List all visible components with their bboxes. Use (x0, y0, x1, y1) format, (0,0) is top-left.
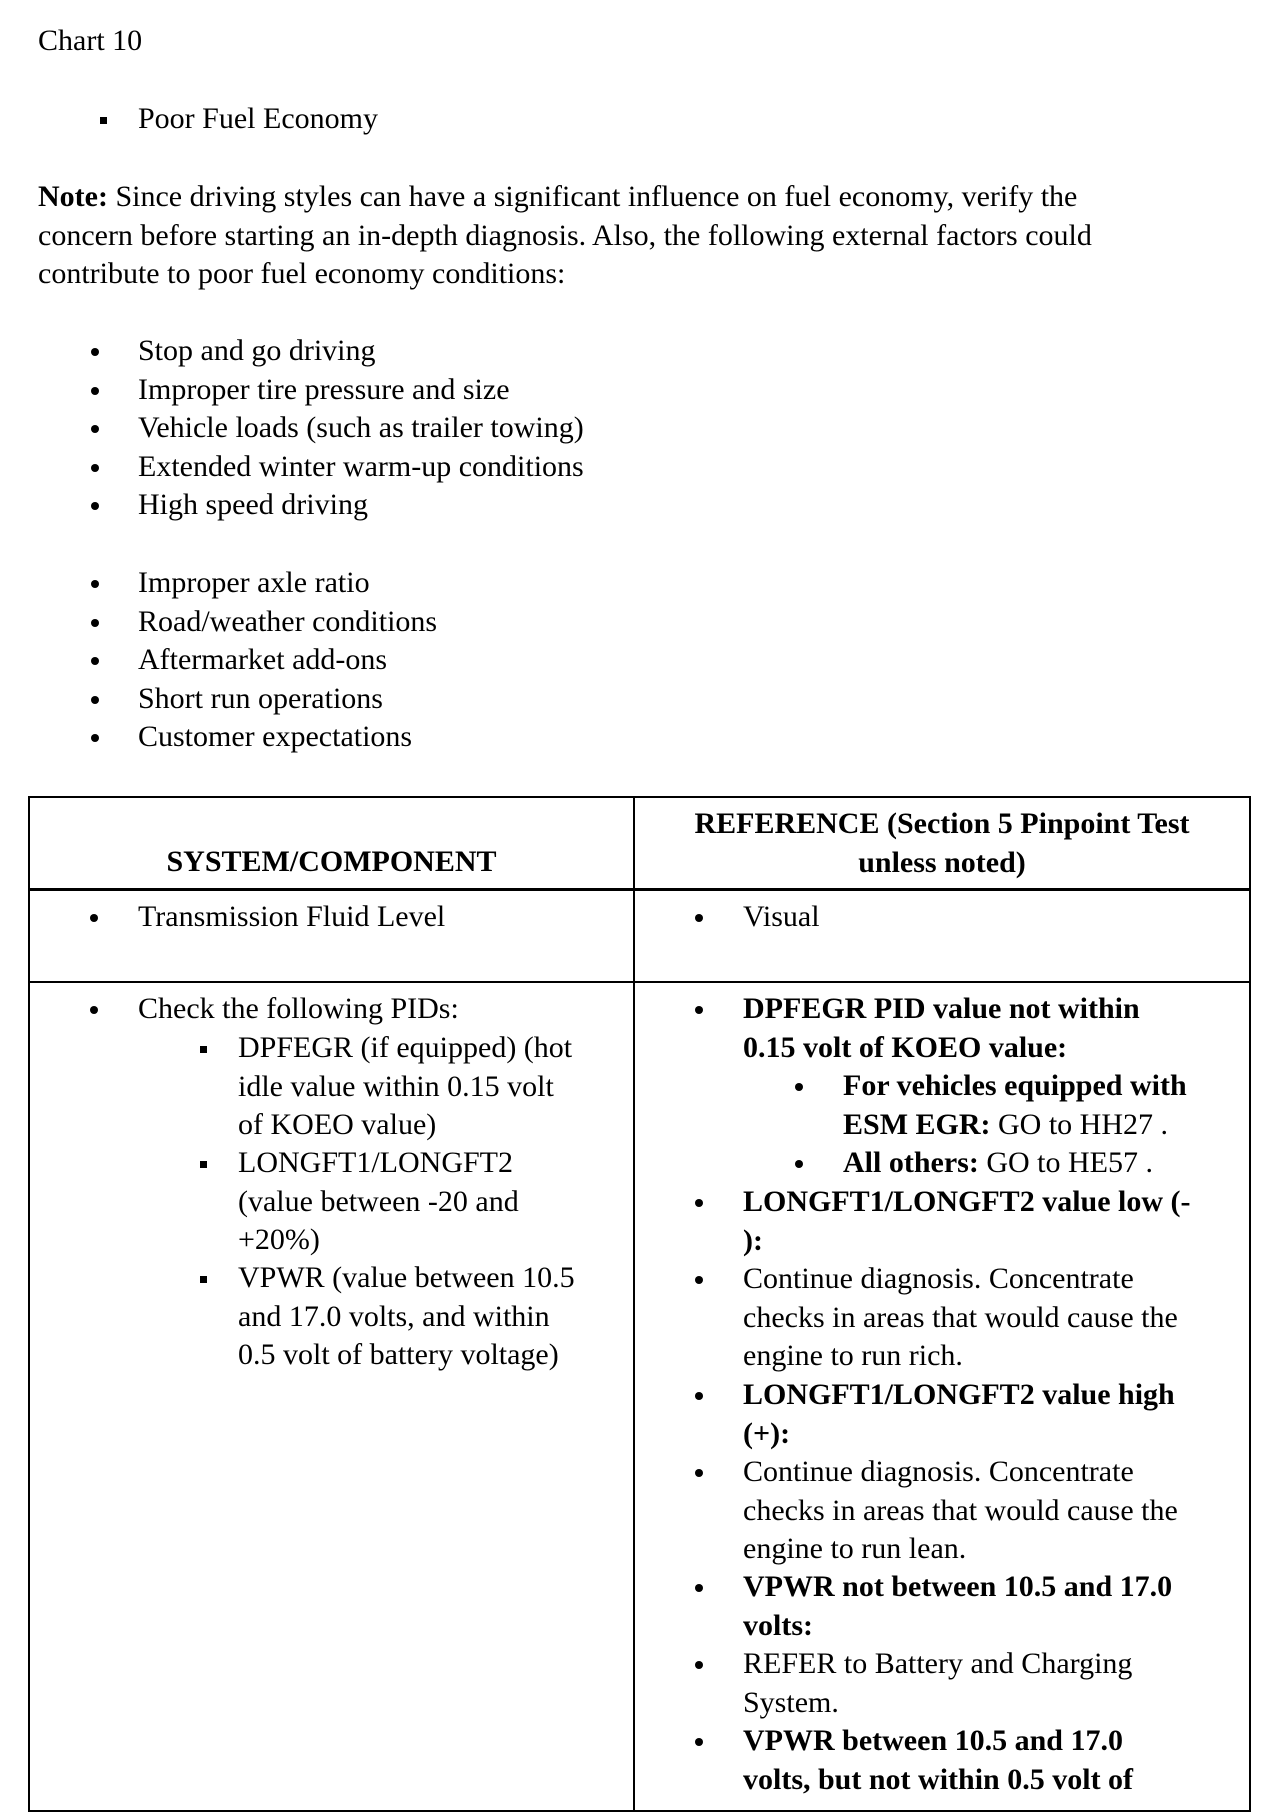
factor-text: Extended winter warm-up conditions (138, 449, 584, 483)
factor-text: Short run operations (138, 681, 383, 715)
topic-item (138, 100, 378, 139)
chart-title: Chart 10 (38, 24, 143, 57)
pid-line: and 17.0 volts, and within (238, 1299, 550, 1333)
action-line: REFER to Battery and Charging (743, 1647, 1133, 1680)
bullet-icon (795, 1083, 803, 1091)
action-line: checks in areas that would cause the (743, 1300, 1178, 1334)
note-label: Note: (38, 180, 108, 213)
condition-line: (+): (743, 1416, 791, 1450)
refer-action (743, 1645, 1132, 1722)
reference-text: Visual (743, 900, 820, 933)
bullet-icon (91, 464, 99, 472)
header-reference-line: unless noted) (858, 845, 1026, 879)
action-line: Continue diagnosis. Concentrate (743, 1262, 1134, 1295)
lean-action (743, 1453, 1178, 1569)
bullet-icon (91, 657, 99, 665)
factor-list (138, 332, 584, 525)
table-border (28, 796, 30, 1812)
condition-line: volts, but not within 0.5 volt of (743, 1762, 1134, 1796)
all-others-action (843, 1144, 1153, 1183)
bullet-icon (695, 1469, 703, 1477)
row2-pid-intro (138, 990, 459, 1029)
bullet-icon (695, 1584, 703, 1592)
factor-text: Customer expectations (138, 720, 413, 753)
condition-line: LONGFT1/LONGFT2 value high (743, 1378, 1175, 1411)
square-bullet-icon (200, 1276, 207, 1283)
table-divider (633, 796, 635, 1812)
bullet-icon (91, 425, 99, 433)
action-line: For vehicles equipped with (843, 1069, 1187, 1102)
bullet-icon (695, 1738, 703, 1746)
list-item (138, 641, 437, 680)
square-bullet-icon (100, 117, 107, 124)
pid-line: LONGFT1/LONGFT2 (238, 1146, 513, 1179)
table-border (1249, 796, 1251, 1812)
action-line: checks in areas that would cause the (743, 1493, 1178, 1527)
pid-intro-text: Check the following PIDs: (138, 992, 459, 1025)
factor-text: Aftermarket add-ons (138, 643, 388, 676)
bullet-icon (91, 387, 99, 395)
pid-subitem (238, 1259, 575, 1375)
row1-component (138, 898, 445, 937)
pid-line: +20%) (238, 1223, 320, 1256)
list-item (138, 409, 584, 448)
list-item (138, 564, 437, 603)
bullet-icon (795, 1160, 803, 1168)
bullet-icon (90, 1006, 98, 1014)
factor-text: Road/weather conditions (138, 604, 438, 638)
condition-line: 0.15 volt of KOEO value: (743, 1030, 1068, 1064)
vpwr-between-condition (743, 1722, 1133, 1799)
diagnosis-table (28, 796, 1251, 1812)
pid-line: of KOEO value) (238, 1108, 437, 1141)
header-system-component: SYSTEM/COMPONENT (166, 845, 497, 878)
bullet-icon (695, 1392, 703, 1400)
note-line: concern before starting an in-depth diagnosis. Also, the following external factors could (38, 218, 1092, 252)
component-text: Transmission Fluid Level (138, 900, 446, 933)
action-line: engine to run rich. (743, 1339, 963, 1372)
action-line: Continue diagnosis. Concentrate (743, 1455, 1134, 1488)
pid-line: 0.5 volt of battery voltage) (238, 1338, 559, 1371)
vpwr-not-condition (743, 1568, 1172, 1645)
condition-line: LONGFT1/LONGFT2 value low (- (743, 1185, 1191, 1218)
pid-subitem (238, 1144, 519, 1260)
pid-line: (value between -20 and (238, 1184, 519, 1218)
bullet-icon (91, 502, 99, 510)
note-line: Since driving styles can have a significant influence on fuel economy, verify the (115, 180, 1078, 213)
condition-line: ): (743, 1223, 763, 1257)
list-item (138, 486, 584, 525)
bullet-icon (91, 580, 99, 588)
action-link-text: GO to HE57 . (978, 1146, 1153, 1179)
bullet-icon (695, 1276, 703, 1284)
bullet-icon (695, 1006, 703, 1014)
factor-text: Stop and go driving (138, 334, 376, 367)
pid-line: idle value within 0.15 volt (238, 1069, 554, 1103)
bullet-icon (695, 914, 703, 922)
row1-reference (743, 898, 820, 937)
rich-action (743, 1260, 1178, 1376)
action-label: ESM EGR: (843, 1107, 991, 1141)
square-bullet-icon (200, 1046, 207, 1053)
action-line: System. (743, 1685, 839, 1719)
factor-text: Improper axle ratio (138, 566, 370, 599)
topic-label: Poor Fuel Economy (138, 102, 378, 135)
action-link-text: GO to HH27 . (990, 1107, 1169, 1141)
condition-line: DPFEGR PID value not within (743, 992, 1140, 1025)
list-item (138, 603, 437, 642)
bullet-icon (695, 1199, 703, 1207)
header-reference (635, 805, 1249, 882)
factor-list (138, 564, 437, 757)
header-reference-line: REFERENCE (Section 5 Pinpoint Test (694, 807, 1190, 840)
factor-text: Vehicle loads (such as trailer towing) (138, 411, 584, 444)
table-divider (28, 888, 1251, 891)
condition-line: volts: (743, 1608, 813, 1642)
note-paragraph (38, 178, 1238, 294)
bullet-icon (91, 619, 99, 627)
list-item (138, 718, 437, 757)
bullet-icon (91, 734, 99, 742)
bullet-icon (90, 914, 98, 922)
dpfegr-condition (743, 990, 1140, 1067)
list-item (138, 680, 437, 719)
pid-subitem (238, 1029, 572, 1145)
note-line: contribute to poor fuel economy conditions: (38, 257, 566, 290)
list-item (138, 332, 584, 371)
longft-high-condition (743, 1376, 1175, 1453)
condition-line: VPWR between 10.5 and 17.0 (743, 1724, 1123, 1757)
action-label: All others: (843, 1146, 979, 1179)
table-border (28, 796, 1251, 798)
list-item (138, 371, 584, 410)
pid-line: DPFEGR (if equipped) (hot (238, 1031, 573, 1064)
bullet-icon (91, 348, 99, 356)
condition-line: VPWR not between 10.5 and 17.0 (743, 1570, 1173, 1603)
square-bullet-icon (200, 1161, 207, 1168)
longft-low-condition (743, 1183, 1191, 1260)
bullet-icon (91, 696, 99, 704)
action-line: engine to run lean. (743, 1532, 967, 1565)
pid-line: VPWR (value between 10.5 (238, 1261, 575, 1294)
factor-text: High speed driving (138, 488, 368, 521)
list-item (138, 448, 584, 487)
factor-text: Improper tire pressure and size (138, 372, 510, 406)
bullet-icon (695, 1661, 703, 1669)
table-divider (28, 981, 1251, 983)
esm-egr-action (843, 1067, 1187, 1144)
